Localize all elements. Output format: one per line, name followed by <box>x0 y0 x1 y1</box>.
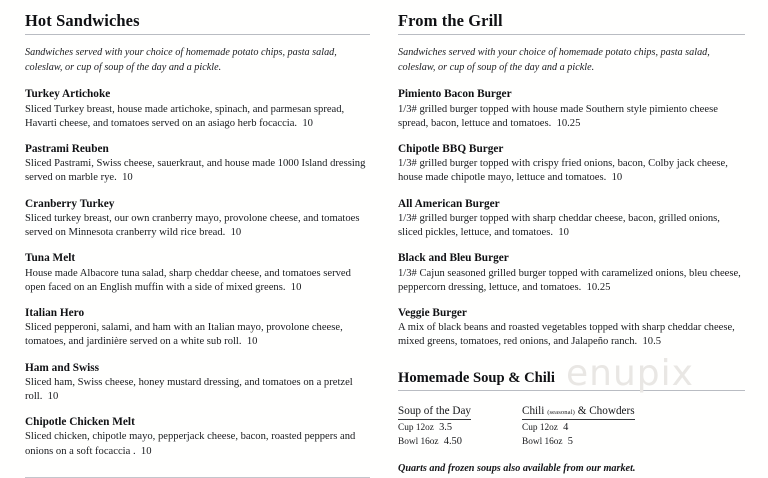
menu-item-description-text: 1/3# grilled burger topped with crispy fried onions, bacon, Colby jack cheese, house made chipotle mayo, lettuce and tomatoes. <box>398 158 728 184</box>
menu-item-price-value: 10 <box>611 172 623 184</box>
soup-size-label: Cup 12oz <box>398 423 434 434</box>
menu-item-price-value: 10.5 <box>642 336 662 348</box>
menu-item <box>25 142 370 186</box>
menu-item-name: Tuna Melt <box>25 252 76 265</box>
soup-size-label: Bowl 16oz <box>522 437 563 448</box>
menu-item-name: All American Burger <box>398 197 500 210</box>
soup-price-value: 5 <box>567 436 573 448</box>
menu-item-description <box>398 321 745 349</box>
section-divider <box>25 34 370 35</box>
section-hot-sandwiches <box>25 12 370 478</box>
section-title-soup-chili: Homemade Soup & Chili <box>398 369 555 386</box>
menu-item-name: Chipotle Chicken Melt <box>25 416 135 429</box>
menu-item-description-text: Sliced chicken, chipotle mayo, pepperjack cheese, bacon, roasted peppers and onions on a soft focaccia . <box>25 431 356 457</box>
soup-footnote: Quarts and frozen soups also available from our market. <box>398 462 636 474</box>
menu-item-description <box>398 267 745 295</box>
column-from-the-grill <box>390 0 768 474</box>
menu-item-description-text: Sliced turkey breast, our own cranberry mayo, provolone cheese, and tomatoes served on Minnesota cranberry wild rice bread. <box>25 212 360 239</box>
menu-item <box>398 251 745 295</box>
soup-size-label: Cup 12oz <box>522 423 558 434</box>
menu-item-description <box>25 267 370 295</box>
menu-item-description <box>25 212 370 240</box>
menu-item-name: Black and Bleu Burger <box>398 252 509 265</box>
column-hot-sandwiches <box>0 0 390 466</box>
soup-price-row <box>522 435 646 449</box>
menu-item-name: Ham and Swiss <box>25 361 100 374</box>
menu-item-description-text: 1/3# grilled burger topped with sharp cheddar cheese, bacon, grilled onions, sliced pickles, lettuce, and tomatoes. <box>398 212 720 239</box>
menu-item-price-value: 10 <box>246 336 258 348</box>
menu-item <box>398 87 745 131</box>
section-title-hot-sandwiches: Hot Sandwiches <box>25 11 140 30</box>
menu-item-price-value: 10 <box>558 227 569 239</box>
menu-item-price-value: 10 <box>302 117 313 129</box>
soup-group-chili-chowders <box>522 401 646 449</box>
menu-item-price-value: 10 <box>140 445 152 457</box>
menu-item-price-value: 10 <box>122 172 133 184</box>
menu-item-description-text: Sliced Turkey breast, house made artichoke, spinach, and parmesan spread, Havarti cheese, and tomatoes served on an asiago herb focaccia. <box>25 103 345 129</box>
menu-item-description <box>398 212 745 240</box>
soup-group-soup-of-the-day <box>398 401 522 449</box>
menu-item-name: Italian Hero <box>25 307 85 319</box>
menu-item-description-text: Sliced ham, Swiss cheese, honey mustard dressing, and tomatoes on a pretzel roll. <box>25 376 353 403</box>
menu-item <box>25 306 370 350</box>
menu-item-price-value: 10 <box>47 391 59 403</box>
menu-item <box>25 251 370 295</box>
section-from-the-grill <box>398 12 745 350</box>
menu-item-description <box>25 157 370 185</box>
soup-price-row <box>398 421 522 435</box>
soup-price-row <box>398 435 522 449</box>
section-note-from-the-grill: Sandwiches served with your choice of homemade potato chips, pasta salad, coleslaw, or cup of soup of the day and a pickle. <box>398 47 710 73</box>
soup-price-value: 4 <box>563 422 569 434</box>
menu-item-description <box>25 103 370 131</box>
menu-item-description-text: Sliced pepperoni, salami, and ham with an Italian mayo, provolone cheese, tomatoes, and jardinière served on a white sub roll. <box>25 322 343 348</box>
soup-group-heading-tail: & Chowders <box>577 405 635 418</box>
menu-item-name: Pastrami Reuben <box>25 143 109 156</box>
soup-price-value: 4.50 <box>443 436 462 448</box>
menu-item <box>25 361 370 405</box>
section-divider <box>398 34 745 35</box>
menu-item-name: Cranberry Turkey <box>25 197 115 210</box>
menu-item-name: Veggie Burger <box>398 307 467 319</box>
menu-item-description-text: A mix of black beans and roasted vegetables topped with sharp cheddar cheese, mixed greens, tomatoes, red onions, and Jalapeño ranch. <box>398 322 735 348</box>
menu-item-description-text: 1/3# Cajun seasoned grilled burger topped with caramelized onions, bleu cheese, peppercorn dressing, lettuce, and tomatoes. <box>398 267 741 293</box>
menu-item-name: Pimiento Bacon Burger <box>398 88 512 101</box>
menupix-watermark: enupix <box>566 353 694 394</box>
menu-item <box>25 87 370 131</box>
menu-item <box>398 142 745 186</box>
section-note-hot-sandwiches: Sandwiches served with your choice of homemade potato chips, pasta salad, coleslaw, or cup of soup of the day and a pickle. <box>25 47 337 73</box>
soup-price-value: 3.5 <box>439 422 453 434</box>
menu-item-description <box>25 430 370 458</box>
menu-item-price-value: 10.25 <box>586 281 611 293</box>
menu-item <box>25 197 370 241</box>
soup-group-heading <box>398 404 471 420</box>
menu-item <box>398 197 745 241</box>
soup-group-heading-text: Chili <box>522 405 545 418</box>
menu-item-name: Chipotle BBQ Burger <box>398 143 504 156</box>
menu-item-name: Turkey Artichoke <box>25 88 111 101</box>
menu-item <box>398 306 745 350</box>
menu-item-description <box>25 376 370 404</box>
menu-item-price-value: 10 <box>230 227 242 239</box>
soup-price-row <box>522 421 646 435</box>
section-title-from-the-grill: From the Grill <box>398 11 503 30</box>
menu-item-price-value: 10 <box>290 281 302 293</box>
soup-group-heading-text: Soup of the Day <box>398 405 472 418</box>
menu-item-description <box>25 321 370 349</box>
section-divider <box>398 390 745 391</box>
soup-group-seasonal-note: (seasonal) <box>547 409 575 417</box>
menu-item-price-value: 10.25 <box>556 117 581 129</box>
menu-item-description <box>398 103 745 131</box>
menu-item-description <box>398 157 745 185</box>
soup-size-label: Bowl 16oz <box>398 437 439 448</box>
menu-item-description-text: 1/3# grilled burger topped with house made Southern style pimiento cheese spread, bacon, lettuce and tomatoes. <box>398 103 718 129</box>
menu-item-description-text: House made Albacore tuna salad, sharp cheddar cheese, and tomatoes served open faced on an English muffin with a side of mixed greens. <box>25 267 351 293</box>
section-homemade-soup-chili <box>398 370 745 476</box>
menu-item <box>25 415 370 459</box>
menu-item-description-text: Sliced Pastrami, Swiss cheese, sauerkraut, and house made 1000 Island dressing served on marble rye. <box>25 158 366 184</box>
soup-price-table <box>398 401 745 449</box>
soup-group-heading <box>522 404 635 420</box>
